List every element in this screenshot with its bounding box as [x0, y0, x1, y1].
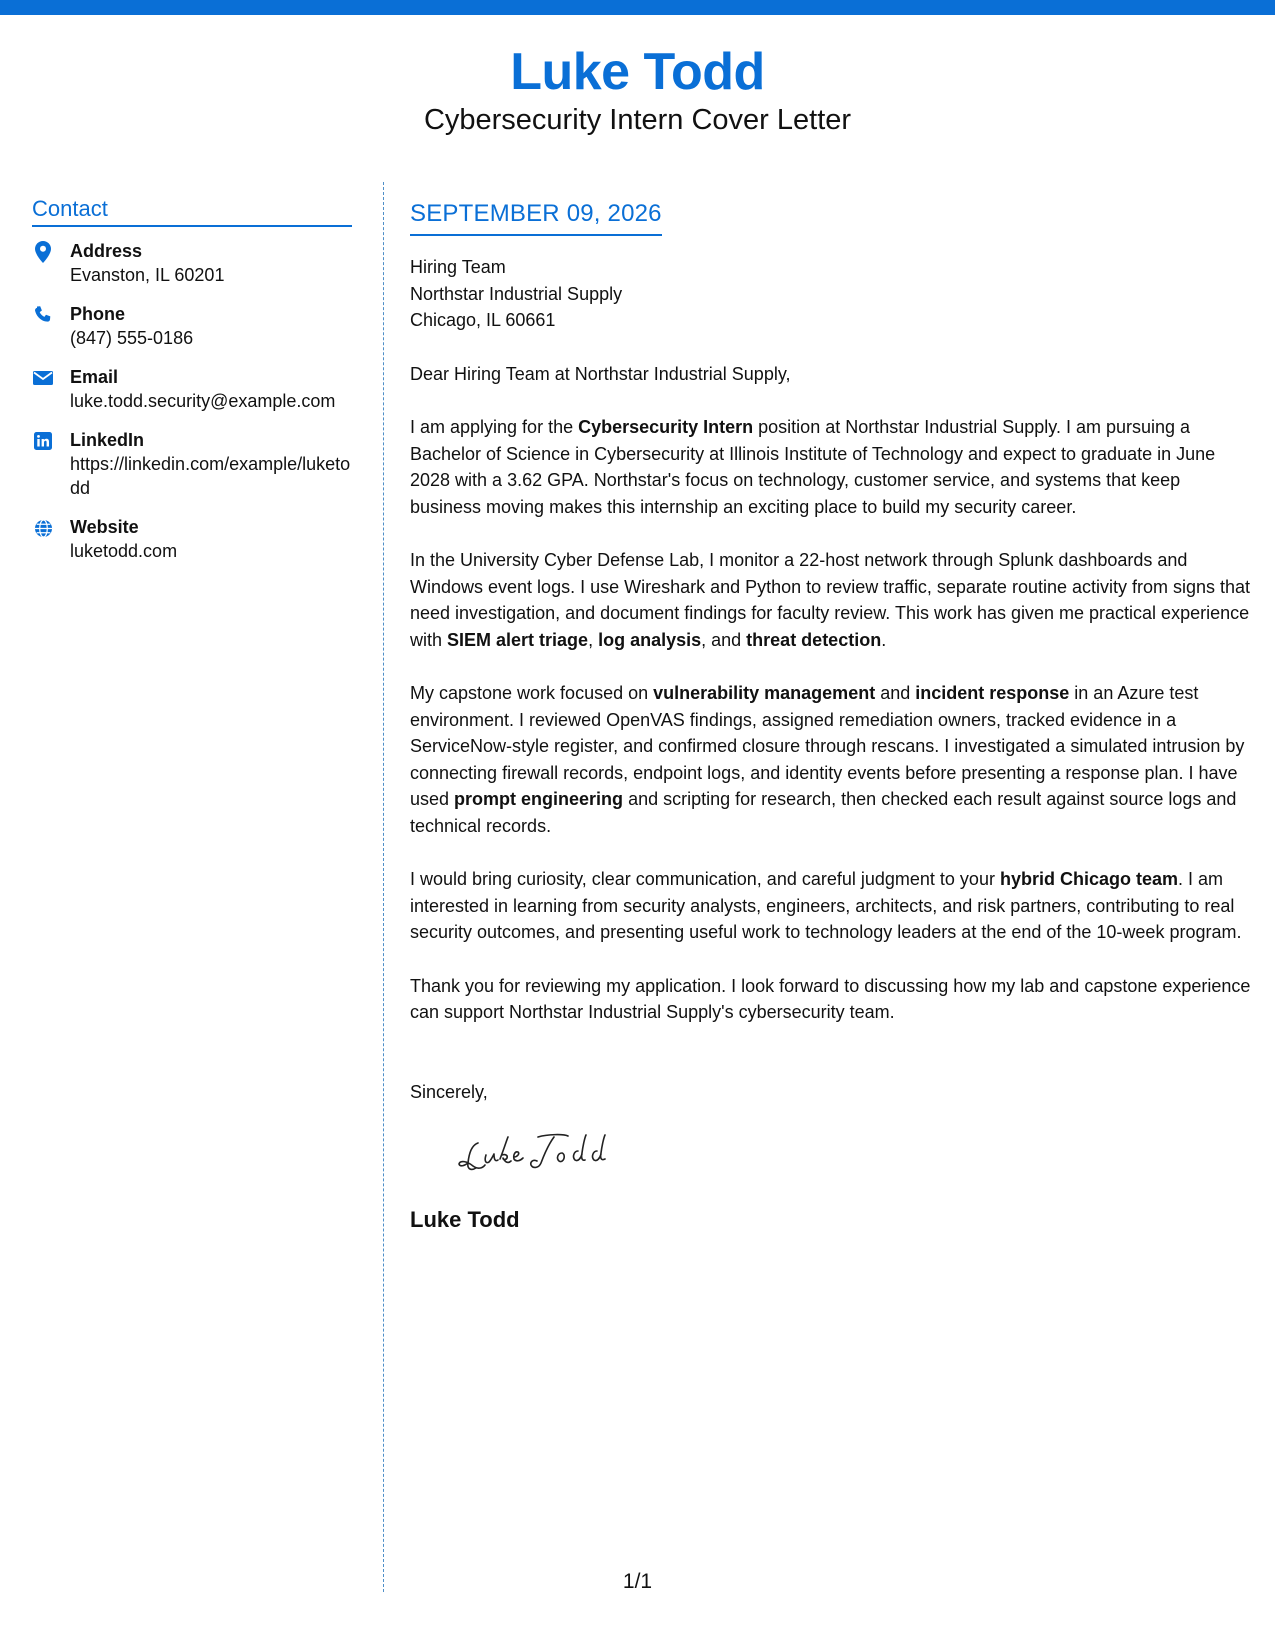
letter-date: SEPTEMBER 09, 2026: [410, 198, 662, 236]
page-header: [0, 42, 1275, 138]
signer-name: Luke Todd: [410, 1207, 520, 1232]
paragraph-lab: [410, 547, 1252, 653]
contact-website: [32, 515, 352, 563]
text-run: and: [875, 683, 916, 703]
map-pin-icon: [32, 241, 54, 263]
contact-email: [32, 365, 352, 413]
bold-run: prompt engineering: [454, 789, 624, 809]
email-icon: [32, 367, 54, 389]
recipient-address: Chicago, IL 60661: [410, 310, 556, 330]
letter-body: [410, 198, 1252, 1234]
contact-sidebar: [32, 196, 352, 578]
paragraph-team: [410, 866, 1252, 946]
bold-run: vulnerability management: [653, 683, 876, 703]
page-number: 1/1: [622, 1570, 653, 1593]
contact-label: LinkedIn: [70, 430, 145, 450]
text-run: ,: [588, 629, 599, 650]
closing: Sincerely,: [410, 1081, 488, 1102]
recipient-block: [410, 254, 1252, 334]
recipient-line: Hiring Team: [410, 257, 506, 277]
website-value[interactable]: luketodd.com: [70, 541, 178, 561]
bold-run: SIEM alert triage: [447, 629, 589, 650]
text-run: position at Northstar Industrial Supply. I am pursuing a Bachelor of Science in Cybersecurity at Illinois Institute of Technology and expect to graduate in June 2028 with a 3.62 GPA. Northstar's focus on technology, customer service, and systems that keep business moving makes this internship an exciting place to build my security career.: [410, 417, 1216, 517]
bold-run: Cybersecurity Intern: [578, 417, 754, 437]
contact-label: Address: [70, 241, 143, 261]
contact-label: Website: [70, 517, 139, 537]
paragraph-thanks: Thank you for reviewing my application. I look forward to discussing how my lab and capstone experience can support Northstar Industrial Supply's cybersecurity team.: [410, 975, 1251, 1022]
contact-heading: Contact: [32, 196, 352, 227]
globe-icon: [32, 517, 54, 539]
contact-phone: [32, 302, 352, 350]
email-value[interactable]: luke.todd.security@example.com: [70, 391, 336, 411]
column-divider: [383, 182, 384, 1592]
paragraph-capstone: [410, 680, 1252, 839]
text-run: in an Azure test environment. I reviewed OpenVAS findings, assigned remediation owners, tracked evidence in a ServiceNow-style register, and confirmed closure through rescans. I investigated a simulated intrusion by connecting firewall records, endpoint logs, and identity events before presenting a response plan. I have used: [410, 683, 1245, 809]
bold-run: incident response: [915, 683, 1070, 703]
linkedin-value[interactable]: https://linkedin.com/example/luketodd: [70, 454, 351, 498]
phone-value: (847) 555-0186: [70, 328, 194, 348]
page-subtitle: Cybersecurity Intern Cover Letter: [423, 104, 852, 136]
text-run: .: [881, 629, 887, 650]
contact-label: Phone: [70, 304, 126, 324]
text-run: , and: [701, 629, 747, 650]
bold-run: threat detection: [746, 629, 882, 650]
text-run: and scripting for research, then checked each result against source logs and technical records.: [410, 789, 1237, 836]
text-run: . I am interested in learning from security analysts, engineers, architects, and risk partners, contributing to real security outcomes, and presenting useful work to technology leaders at the end of the 10-week program.: [410, 869, 1242, 942]
bold-run: log analysis: [598, 629, 702, 650]
contact-list: [32, 239, 352, 563]
paragraph-intro: [410, 414, 1252, 520]
contact-linkedin: [32, 428, 352, 500]
top-accent-bar: [0, 0, 1275, 15]
recipient-company: Northstar Industrial Supply: [410, 283, 623, 304]
phone-icon: [32, 304, 54, 326]
salutation: Dear Hiring Team at Northstar Industrial Supply,: [410, 363, 791, 384]
contact-address: [32, 239, 352, 287]
contact-label: Email: [70, 367, 119, 387]
page-title: Luke Todd: [510, 43, 765, 101]
text-run: I would bring curiosity, clear communication, and careful judgment to your: [410, 869, 1000, 889]
text-run: I am applying for the: [410, 417, 579, 437]
address-value: Evanston, IL 60201: [70, 265, 225, 285]
text-run: In the University Cyber Defense Lab, I monitor a 22-host network through Splunk dashboards and Windows event logs. I use Wireshark and Python to review traffic, separate routine activity from signs that need investigation, and document findings for faculty review. This work has given me practical experience with: [410, 550, 1251, 650]
linkedin-icon: [32, 430, 54, 452]
signature: [456, 1129, 626, 1179]
bold-run: hybrid Chicago team: [999, 869, 1178, 889]
text-run: My capstone work focused on: [410, 683, 654, 703]
